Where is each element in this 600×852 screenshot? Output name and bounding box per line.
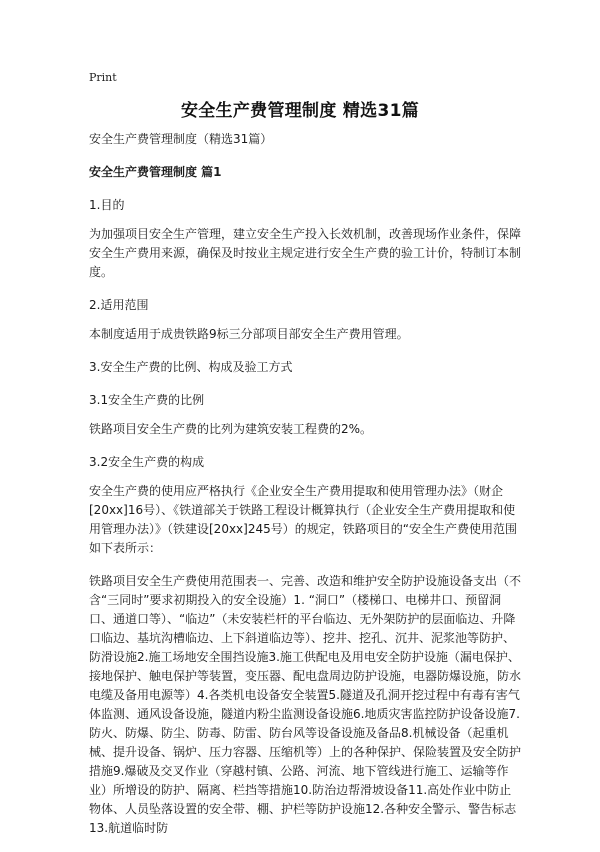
- paragraph-scope: 本制度适用于成贵铁路9标三分部项目部安全生产费用管理。: [89, 327, 409, 341]
- heading-scope: 2.适用范围: [89, 298, 149, 312]
- document-subtitle: 安全生产费管理制度（精选31篇）: [89, 132, 273, 146]
- print-label: Print: [89, 71, 117, 84]
- heading-fee-composition: 3.安全生产费的比例、构成及验工方式: [89, 360, 293, 374]
- paragraph-fee-structure: 安全生产费的使用应严格执行《企业安全生产费用提取和使用管理办法》（财企[20xx]16号）、《铁道部关于铁路工程设计概算执行（企业安全生产费用提取和使用管理办法）》（铁建设[20xx]245号）的规定，铁路项目的“安全生产费使用范围如下表所示：: [89, 484, 517, 555]
- paragraph-purpose: 为加强项目安全生产管理，建立安全生产投入长效机制，改善现场作业条件，保障安全生产费用来源，确保及时按业主规定进行安全生产费的验工计价，特制订本制度。: [89, 227, 522, 279]
- section-title: 安全生产费管理制度 篇1: [89, 165, 222, 179]
- paragraph-fee-ratio: 铁路项目安全生产费的比列为建筑安装工程费的2%。: [89, 422, 373, 436]
- heading-fee-ratio: 3.1安全生产费的比例: [89, 393, 205, 407]
- page-title: 安全生产费管理制度 精选31篇: [180, 101, 420, 121]
- heading-fee-structure: 3.2安全生产费的构成: [89, 455, 205, 469]
- document-body: [89, 130, 521, 852]
- heading-purpose: 1.目的: [89, 198, 125, 212]
- paragraph-usage-scope: 铁路项目安全生产费使用范围表一、完善、改造和维护安全防护设施设备支出（不含“三同时”要求初期投入的安全设施）1. “洞口”（楼梯口、电梯井口、预留洞口、通道口等）、“临边”（未安装栏杆的平台临边、无外架防护的层面临边、升降口临边、基坑沟槽临边、上下斜道临边等）、挖井、挖孔、沉井、泥浆池等防护、防滑设施2.施工场地安全围挡设施3.施工供配电及用电安全防护设施（漏电保护、接地保护、触电保护等装置，变压器、配电盘周边防护设施，电器防爆设施，防水电缆及备用电源等）4.各类机电设备安全装置5.隧道及孔洞开挖过程中有毒有害气体监测、通风设备设施，隧道内粉尘监测设备设施6.地质灾害监控防护设备设施7.防火、防爆、防尘、防毒、防雷、防台风等设备设施及备品8.机械设备（起重机械、提升设备、锅炉、压力容器、压缩机等）上的各种保护、保险装置及安全防护措施9.爆破及交叉作业（穿越村镇、公路、河流、地下管线进行施工、运输等作业）所增设的防护、隔离、栏挡等措施10.防治边帮滑坡设备11.高处作业中防止物体、人员坠落设置的安全带、棚、护栏等防护设施12.各种安全警示、警告标志13.航道临时防: [89, 574, 522, 835]
